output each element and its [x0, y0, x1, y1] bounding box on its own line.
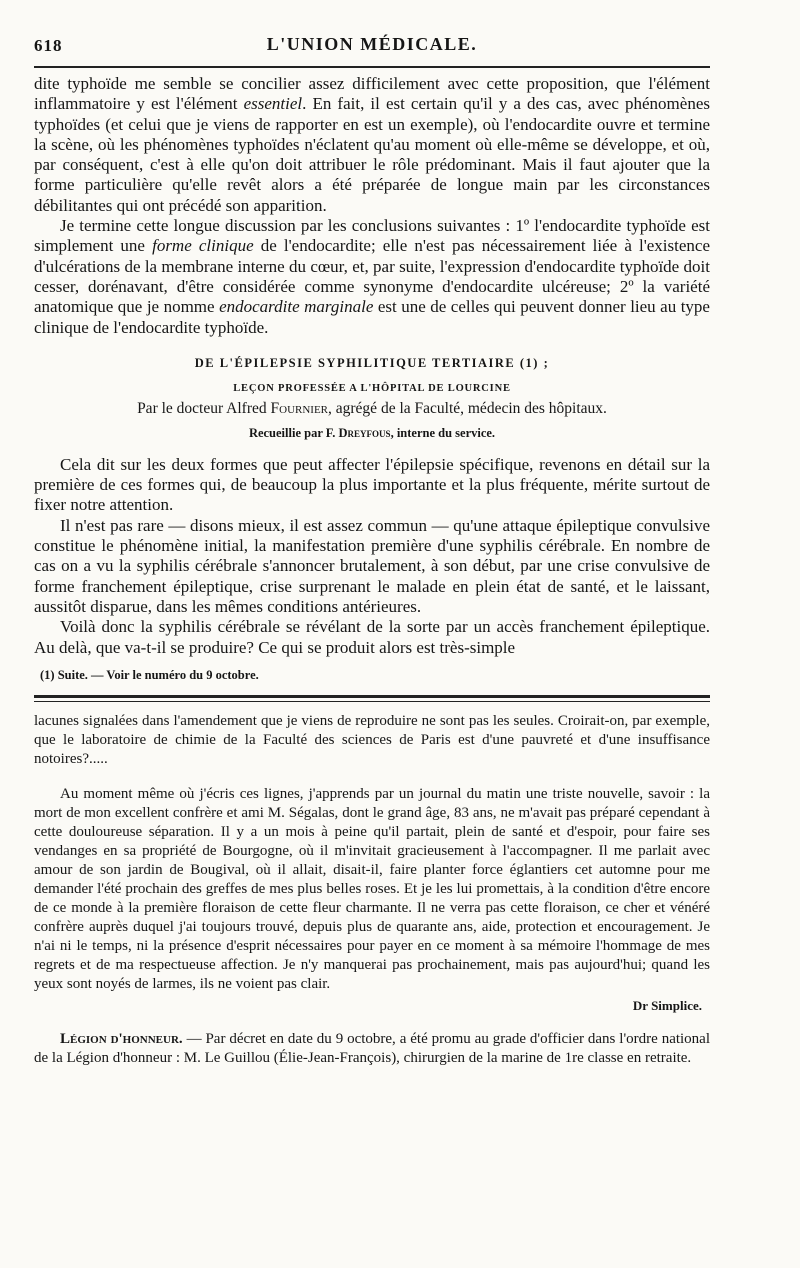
paragraph: lacunes signalées dans l'amendement que je viens de reproduire ne sont pas les seules. Croirait-on, par exemple, que le laboratoire de chimie de la Faculté des sciences de Paris est d'une pauvreté et d'une insuffisance notoires?..... — [34, 712, 710, 767]
article-author: Par le docteur Alfred Fournier, agrégé de la Faculté, médecin des hôpitaux. — [137, 399, 607, 417]
page-header — [34, 22, 710, 58]
paragraph: Cela dit sur les deux formes que peut affecter l'épilepsie spécifique, revenons en détail sur la première de ces formes qui, de beaucoup la plus importante et la plus fréquente, mérite surtout de fixer notre attention. — [34, 454, 710, 515]
page-number: 618 — [34, 36, 63, 55]
section-endocardite — [34, 74, 710, 338]
paragraph: dite typhoïde me semble se concilier assez difficilement avec cette proposition, que l'élément inflammatoire y est l'élément essentiel. En fait, il est certain qu'il y a des cas, avec phénomènes typhoïdes (et celui que je viens de rapporter en est un exemple), où l'endocardite ouvre et termine la scène, où les phénomènes typhoïdes n'éclatent qu'au moment où elle-même se développe, et où, par conséquent, c'est à elle qu'on doit attribuer le rôle prédominant. Mais il faut ajouter que la forme particulière qu'elle revêt alors a été préparée de longue main par les circonstances débilitantes qui ont précédé son apparition. — [34, 74, 710, 215]
paragraph: Légion d'honneur. — Par décret en date du 9 octobre, a été promu au grade d'officier dans l'ordre national de la Légion d'honneur : M. Le Guillou (Élie-Jean-François), chirurgien de la marine de 1re classe en retraite. — [34, 1030, 711, 1066]
paragraph: Je termine cette longue discussion par les conclusions suivantes : 1º l'endocardite typhoïde est simplement une forme clinique de l'endocardite; elle n'est pas nécessairement liée à l'existence d'ulcérations de la membrane interne du cœur, et, par suite, l'expression d'endocardite typhoïde doit cesser, dorénavant, d'être considérée comme synonyme d'endocardite ulcéreuse; 2º la variété anatomique que je nomme endocardite marginale est une de celles qui peuvent donner lieu au type clinique de l'endocardite typhoïde. — [34, 216, 711, 337]
paragraph: Voilà donc la syphilis cérébrale se révélant de la sorte par un accès franchement épileptique. Au delà, que va-t-il se produire? Ce qui se produit alors est très-simple — [34, 617, 710, 657]
header-rule — [34, 66, 710, 68]
page — [34, 22, 710, 1068]
legion-notice — [34, 1030, 710, 1068]
journal-title: L'UNION MÉDICALE. — [266, 34, 478, 54]
footnote: (1) Suite. — Voir le numéro du 9 octobre. — [40, 667, 259, 682]
signature: Dr Simplice. — [632, 997, 702, 1013]
paragraph: Au moment même où j'écris ces lignes, j'apprends par un journal du matin une triste nouvelle, savoir : la mort de mon excellent confrère et ami M. Ségalas, dont le grand âge, 83 ans, ne m'avait pas préparé cependant à cette douloureuse séparation. Il y a un mois à peine qu'il partait, plein de santé et d'espoir, pour faire ses vendanges en sa propriété de Bourgogne, où il m'invitait gracieusement à l'accompagner. Il me parlait avec amour de son jardin de Bougival, où il allait, disait-il, faire planter force églantiers cet automne pour me demander l'été prochain des greffes de mes plus belles roses. Et je les lui promettais, à la condition d'être encore de ce monde à la première floraison de cette fleur charmante. Il ne verra pas cette floraison, ce cher et vénéré confrère auprès duquel j'ai toujours trouvé, depuis plus de quarante ans, aide, protection et encouragement. Je n'ai ni le temps, ni la présence d'esprit nécessaires pour payer en ce moment à sa mémoire l'hommage de mes regrets et de ma respectueuse affection. Je n'y manquerai pas prochainement, mais pas aujourd'hui; quand les yeux sont noyés de larmes, ils ne voient pas clair. — [34, 785, 710, 992]
article-recorder: Recueillie par F. Dreyfous, interne du service. — [248, 425, 496, 440]
article-subtitle: LEÇON PROFESSÉE A L'HÔPITAL DE LOURCINE — [233, 382, 511, 394]
paragraph: Il n'est pas rare — disons mieux, il est assez commun — qu'une attaque épileptique convulsive constitue le phénomène initial, la manifestation première d'une syphilis cérébrale. En nombre de cas on a vu la syphilis cérébrale s'annoncer brutalement, à son début, par une crise convulsive de forme franchement épileptique, crise surprenant le malade en plein état de santé, et le laissant, aussitôt disparue, dans les mêmes conditions antérieures. — [34, 515, 710, 616]
section-epilepsie — [34, 455, 710, 683]
feuilleton-divider — [34, 695, 710, 702]
feuilleton — [34, 712, 710, 1068]
article-title: DE L'ÉPILEPSIE SYPHILITIQUE TERTIAIRE (1) ; — [194, 355, 550, 370]
article-heading — [34, 356, 710, 441]
